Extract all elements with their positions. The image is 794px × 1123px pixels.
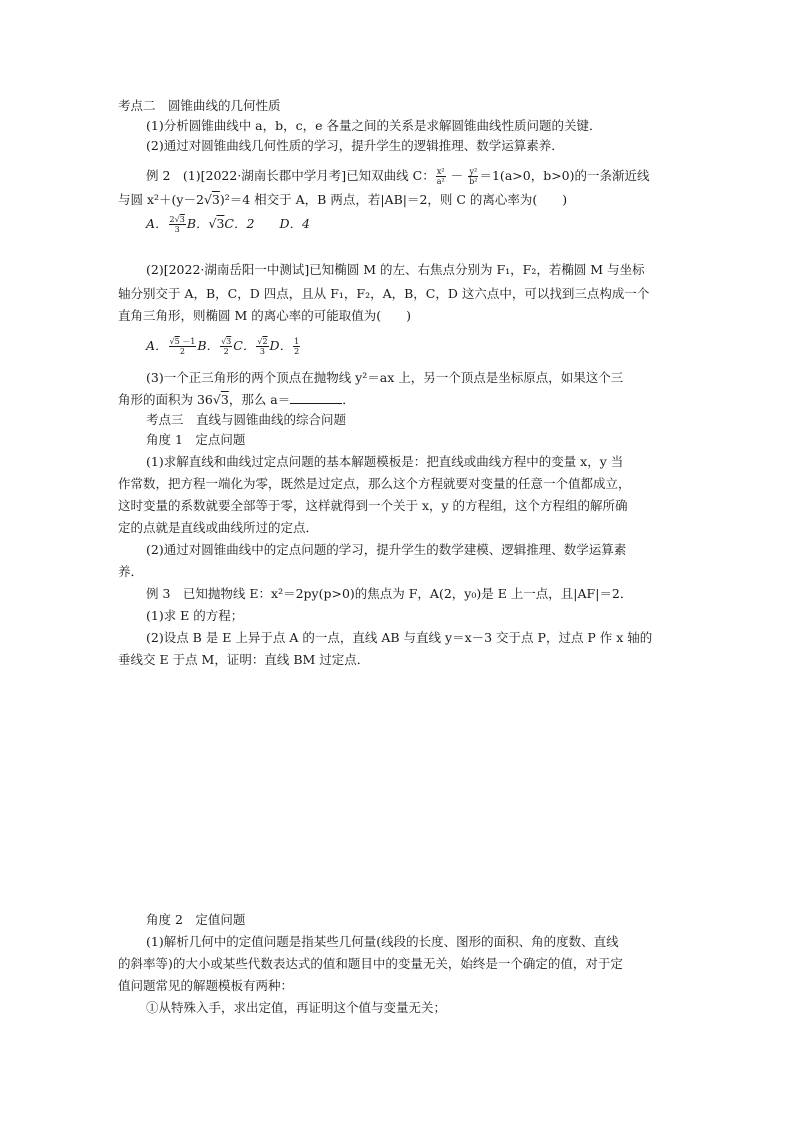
example-3-q2-line-1: (2)设点 B 是 E 上异于点 A 的一点，直线 AB 与直线 y＝x－3 交于点 P，过点 P 作 x 轴的	[146, 630, 653, 645]
option-d-fraction: $\frac{1}{2}$	[294, 337, 300, 356]
example-2-q2-line-3: 直角三角形，则椭圆 M 的离心率的可能取值为( )	[118, 308, 412, 323]
section-2-paragraph-2: (2)通过对圆锥曲线几何性质的学习，提升学生的逻辑推理、数学运算素养．	[146, 138, 564, 153]
option-a-fraction: $\frac{2√3}{3}$	[169, 215, 185, 234]
fraction-x2-a2: $\frac{\text{x²}}{\text{a²}}$	[436, 167, 445, 186]
angle-2-line-1: (1)解析几何中的定值问题是指某些几何量(线段的长度、图形的面积、角的度数、直线	[146, 934, 619, 949]
angle-1-p2-line-2: 养．	[118, 564, 144, 579]
angle-1-p1-line-2: 作常数，把方程一端化为零，既然是过定点，那么这个方程就要对变量的任意一个值都成立，	[118, 476, 631, 491]
example-2-q1-options: A． $\frac{2√3}{3}$ B．√3C．2 D．4	[146, 215, 310, 234]
angle-2-title: 角度 2 定值问题	[146, 912, 246, 927]
example-2-q2-line-1: (2)[2022·湖南岳阳一中测试]已知椭圆 M 的左、右焦点分别为 F₁，F₂，若椭圆 M 与坐标	[146, 262, 645, 277]
angle-1-p1-line-3: 这时变量的系数就要全部等于零，这样就得到一个关于 x，y 的方程组，这个方程组的解所确	[118, 498, 628, 513]
example-2-q3-line-1: (3)一个正三角形的两个顶点在抛物线 y²＝ax 上，另一个顶点是坐标原点，如果这个三	[146, 370, 624, 385]
angle-1-p1-line-4: 定的点就是直线或曲线所过的定点．	[118, 520, 319, 535]
angle-2-line-3: 值问题常见的解题模板有两种：	[118, 978, 294, 993]
fraction-y2-b2: $\frac{\text{y²}}{\text{b²}}$	[469, 167, 478, 186]
angle-1-p2-line-1: (2)通过对圆锥曲线中的定点问题的学习，提升学生的数学建模、逻辑推理、数学运算素	[146, 542, 627, 557]
example-2-q2-line-2: 轴分别交于 A，B，C，D 四点，且从 F₁，F₂，A，B，C，D 这六点中，可以找到三点构成一个	[118, 286, 650, 301]
example-2-q1-line-1: 例 2 (1)[2022·湖南长郡中学月考]已知双曲线 C： $\frac{\text{x²}}{\text{a²}}$ － $\frac{\text{y²}}{\text{b²}}$ ＝1(a>0，b>0)的一条渐近线	[146, 167, 650, 186]
section-2-paragraph-1: (1)分析圆锥曲线中 a，b，c，e 各量之间的关系是求解圆锥曲线性质问题的关键．	[146, 118, 602, 133]
example-2-q1-line-2: 与圆 x²＋(y－2√3)²＝4 相交于 A，B 两点，若|AB|＝2，则 C 的离心率为( )	[118, 192, 568, 207]
example-3-q1: (1)求 E 的方程；	[146, 608, 244, 623]
angle-2-line-4: ①从特殊入手，求出定值，再证明这个值与变量无关；	[146, 1000, 447, 1015]
angle-1-p1-line-1: (1)求解直线和曲线过定点问题的基本解题模板是：把直线或曲线方程中的变量 x，y 当	[146, 454, 624, 469]
example-3-q2-line-2: 垂线交 E 于点 M，证明：直线 BM 过定点．	[118, 652, 370, 667]
angle-1-title: 角度 1 定点问题	[146, 432, 246, 447]
option-a-fraction: $\frac{√5 -1}{2}$	[169, 337, 196, 356]
answer-blank	[290, 391, 342, 404]
option-c-fraction: $\frac{√2}{3}$	[257, 337, 268, 356]
example-2-q2-options: A． $\frac{√5 -1}{2}$ B． $\frac{√3}{2}$ C． $\frac{√2}{3}$ D． $\frac{1}{2}$	[146, 337, 300, 356]
example-3-line-1: 例 3 已知抛物线 E：x²＝2py(p>0)的焦点为 F，A(2，y₀)是 E 上一点，且|AF|＝2．	[146, 586, 633, 601]
option-b-fraction: $\frac{√3}{2}$	[221, 337, 232, 356]
angle-2-line-2: 的斜率等)的大小或某些代数表达式的值和题目中的变量无关，始终是一个确定的值，对于定	[118, 956, 623, 971]
section-3-title: 考点三 直线与圆锥曲线的综合问题	[146, 412, 347, 427]
example-2-q3-line-2: 角形的面积为 36√3，那么 a＝ ．	[118, 392, 355, 407]
section-2-title: 考点二 圆锥曲线的几何性质	[118, 98, 281, 113]
